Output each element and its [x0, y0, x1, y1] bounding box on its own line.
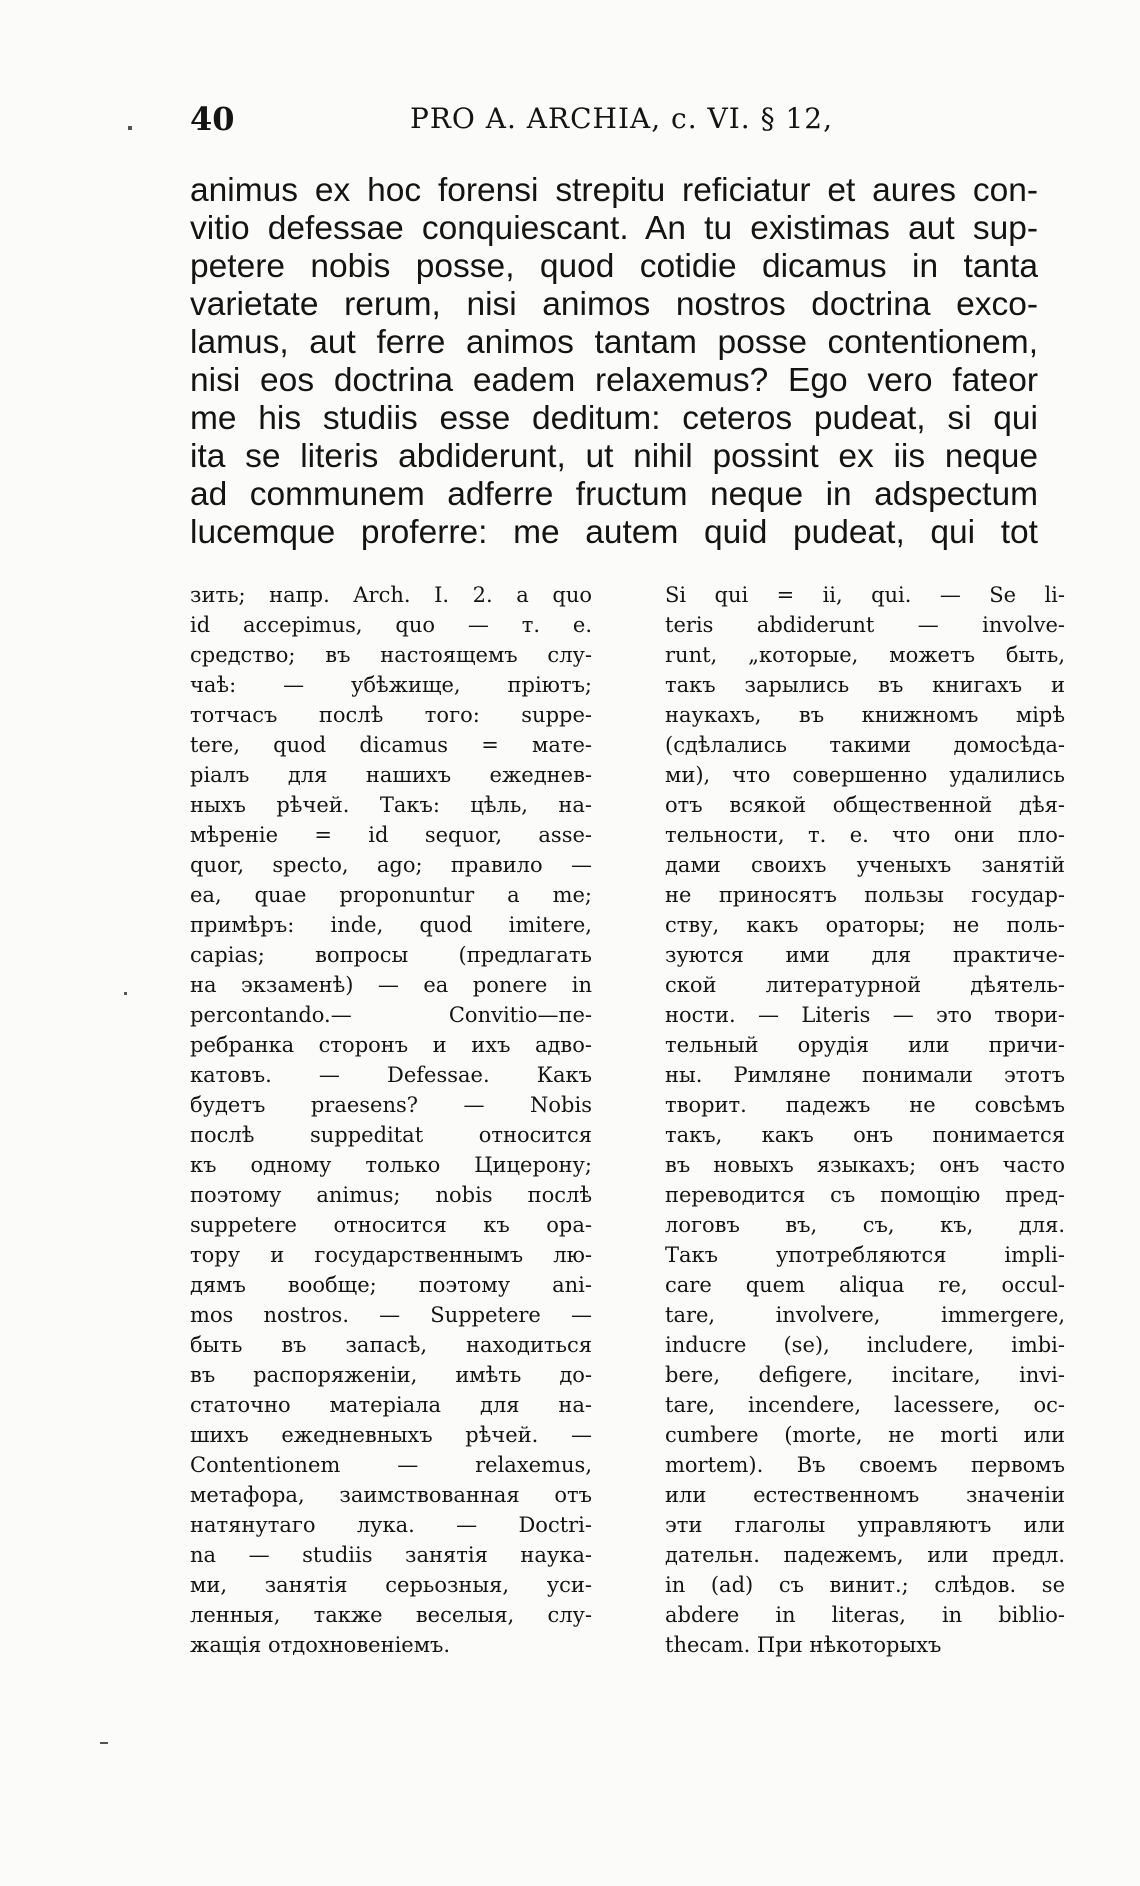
commentary-left-line: натянутаго лука. — Doctri- — [190, 1513, 592, 1537]
commentary-left-line: въ распоряженіи, имѣть до- — [190, 1363, 592, 1387]
commentary-left-line: на экзаменѣ) — ea ponere in — [190, 973, 592, 997]
main-text-line: lamus, aut ferre animos tantam posse contentionem, — [190, 324, 1038, 361]
page-number: 40 — [190, 100, 235, 138]
stray-mark — [124, 992, 127, 995]
commentary-left-line: къ одному только Цицерону; — [190, 1153, 592, 1177]
commentary-left-line: id accepimus, quo — т. е. — [190, 613, 592, 637]
commentary-right-line: дательн. падежемъ, или предл. — [665, 1543, 1065, 1567]
commentary-right-line: ны. Римляне понимали этотъ — [665, 1063, 1065, 1087]
commentary-left-line: мѣреніе = id sequor, asse- — [190, 823, 592, 847]
main-text-line: ad communem adferre fructum neque in adspectum — [190, 476, 1038, 513]
commentary-right-line: зуются ими для практиче- — [665, 943, 1065, 967]
commentary-left-line: метафора, заимствованная отъ — [190, 1483, 592, 1507]
commentary-left-line: Contentionem — relaxemus, — [190, 1453, 592, 1477]
commentary-left-line: чаѣ: — убѣжище, пріютъ; — [190, 673, 592, 697]
commentary-right-line: тельности, т. е. что они пло- — [665, 823, 1065, 847]
commentary-left-line: быть въ запасѣ, находиться — [190, 1333, 592, 1357]
commentary-right-line: эти глаголы управляютъ или — [665, 1513, 1065, 1537]
main-text-line: me his studiis esse deditum: ceteros pudeat, si qui — [190, 400, 1038, 437]
commentary-right-line: (сдѣлались такими домосѣда- — [665, 733, 1065, 757]
commentary-left-line: тору и государственнымъ лю- — [190, 1243, 592, 1267]
commentary-right-line: bere, defigere, incitare, invi- — [665, 1363, 1065, 1387]
commentary-right-line: переводится съ помощію пред- — [665, 1183, 1065, 1207]
commentary-right-column — [665, 580, 1065, 1660]
commentary-right-line: mortem). Въ своемъ первомъ — [665, 1453, 1065, 1477]
commentary-left-line: статочно матеріала для на- — [190, 1393, 592, 1417]
commentary-left-line: шихъ ежедневныхъ рѣчей. — — [190, 1423, 592, 1447]
main-text-line: animus ex hoc forensi strepitu reficiatur et aures con- — [190, 172, 1038, 209]
main-text-line: varietate rerum, nisi animos nostros doctrina exco- — [190, 286, 1038, 323]
commentary-right-line: in (ad) съ винит.; слѣдов. se — [665, 1573, 1065, 1597]
running-head: PRO A. ARCHIA, c. VI. § 12, — [410, 102, 834, 135]
main-text-line: nisi eos doctrina eadem relaxemus? Ego vero fateor — [190, 362, 1038, 399]
commentary-left-line: дямъ вообще; поэтому ani- — [190, 1273, 592, 1297]
commentary-left-line: ленныя, также веселыя, слу- — [190, 1603, 592, 1627]
commentary-right-line: ской литературной дѣятель- — [665, 973, 1065, 997]
commentary-right-line: ству, какъ ораторы; не поль- — [665, 913, 1065, 937]
commentary-right-line: такъ, какъ онъ понимается — [665, 1123, 1065, 1147]
commentary-left-line: suppetere относится къ ора- — [190, 1213, 592, 1237]
main-text-line: lucemque proferre: me autem quid pudeat, qui tot — [190, 514, 1038, 551]
commentary-left-line: тотчасъ послѣ того: suppe- — [190, 703, 592, 727]
commentary-right-line: въ новыхъ языкахъ; онъ часто — [665, 1153, 1065, 1177]
commentary-right-line: abdere in literas, in biblio- — [665, 1603, 1065, 1627]
commentary-left-line: послѣ suppeditat относится — [190, 1123, 592, 1147]
stray-mark — [100, 1742, 108, 1744]
commentary-right-line: Такъ употребляются impli- — [665, 1243, 1065, 1267]
commentary-left-line: ребранка сторонъ и ихъ адво- — [190, 1033, 592, 1057]
commentary-left-line: ныхъ рѣчей. Такъ: цѣль, на- — [190, 793, 592, 817]
commentary-right-line: inducre (se), includere, imbi- — [665, 1333, 1065, 1357]
commentary-right-line: дами своихъ ученыхъ занятій — [665, 853, 1065, 877]
commentary-right-line: Si qui = ii, qui. — Se li- — [665, 583, 1065, 607]
main-text-line: ita se literis abdiderunt, ut nihil possint ex iis neque — [190, 438, 1038, 475]
commentary-right-line: thecam. При нѣкоторыхъ — [665, 1633, 942, 1657]
commentary-left-line: percontando.— Convitio—пе- — [190, 1003, 592, 1027]
commentary-left-line: средство; въ настоящемъ слу- — [190, 643, 592, 667]
commentary-left-line: mos nostros. — Suppetere — — [190, 1303, 592, 1327]
commentary-left-line: ріалъ для нашихъ ежеднев- — [190, 763, 592, 787]
commentary-left-line: будетъ praesens? — Nobis — [190, 1093, 592, 1117]
commentary-right-line: творит. падежъ не совсѣмъ — [665, 1093, 1065, 1117]
commentary-left-column — [190, 580, 592, 1660]
commentary-right-line: не приносятъ пользы государ- — [665, 883, 1065, 907]
commentary-right-line: тельный орудія или причи- — [665, 1033, 1065, 1057]
commentary-left-line: ea, quae proponuntur a me; — [190, 883, 592, 907]
main-text-line: vitio defessae conquiescant. An tu existimas aut sup- — [190, 210, 1038, 247]
commentary-left-line: ми, занятія серьозныя, уси- — [190, 1573, 592, 1597]
commentary-left-line: na — studiis занятія наука- — [190, 1543, 592, 1567]
commentary-right-line: или естественномъ значеніи — [665, 1483, 1065, 1507]
commentary-right-line: care quem aliqua re, occul- — [665, 1273, 1065, 1297]
commentary-left-line: quor, specto, ago; правило — — [190, 853, 592, 877]
commentary-left-line: tere, quod dicamus = мате- — [190, 733, 592, 757]
commentary-right-line: teris abdiderunt — involve- — [665, 613, 1065, 637]
commentary-left-line: жащія отдохновеніемъ. — [190, 1633, 451, 1657]
commentary-right-line: cumbere (morte, не morti или — [665, 1423, 1065, 1447]
commentary-right-line: tare, incendere, lacessere, oc- — [665, 1393, 1065, 1417]
commentary-right-line: логовъ въ, съ, къ, для. — [665, 1213, 1065, 1237]
page-header — [190, 100, 840, 144]
commentary-left-line: катовъ. — Defessae. Какъ — [190, 1063, 592, 1087]
stray-mark — [128, 126, 132, 130]
commentary-right-line: отъ всякой общественной дѣя- — [665, 793, 1065, 817]
commentary-right-line: runt, „которые, можетъ быть, — [665, 643, 1065, 667]
commentary-left-line: зить; напр. Arch. I. 2. a quo — [190, 583, 592, 607]
commentary-right-line: tare, involvere, immergere, — [665, 1303, 1065, 1327]
commentary-left-line: поэтому animus; nobis послѣ — [190, 1183, 592, 1207]
commentary-left-line: capias; вопросы (предлагать — [190, 943, 592, 967]
commentary-right-line: такъ зарылись въ книгахъ и — [665, 673, 1065, 697]
commentary-right-line: наукахъ, въ книжномъ мірѣ — [665, 703, 1065, 727]
commentary-right-line: ности. — Literis — это твори- — [665, 1003, 1065, 1027]
main-text-line: petere nobis posse, quod cotidie dicamus in tanta — [190, 248, 1038, 285]
commentary-right-line: ми), что совершенно удалились — [665, 763, 1065, 787]
commentary-left-line: примѣръ: inde, quod imitere, — [190, 913, 592, 937]
latin-text — [190, 172, 1038, 552]
